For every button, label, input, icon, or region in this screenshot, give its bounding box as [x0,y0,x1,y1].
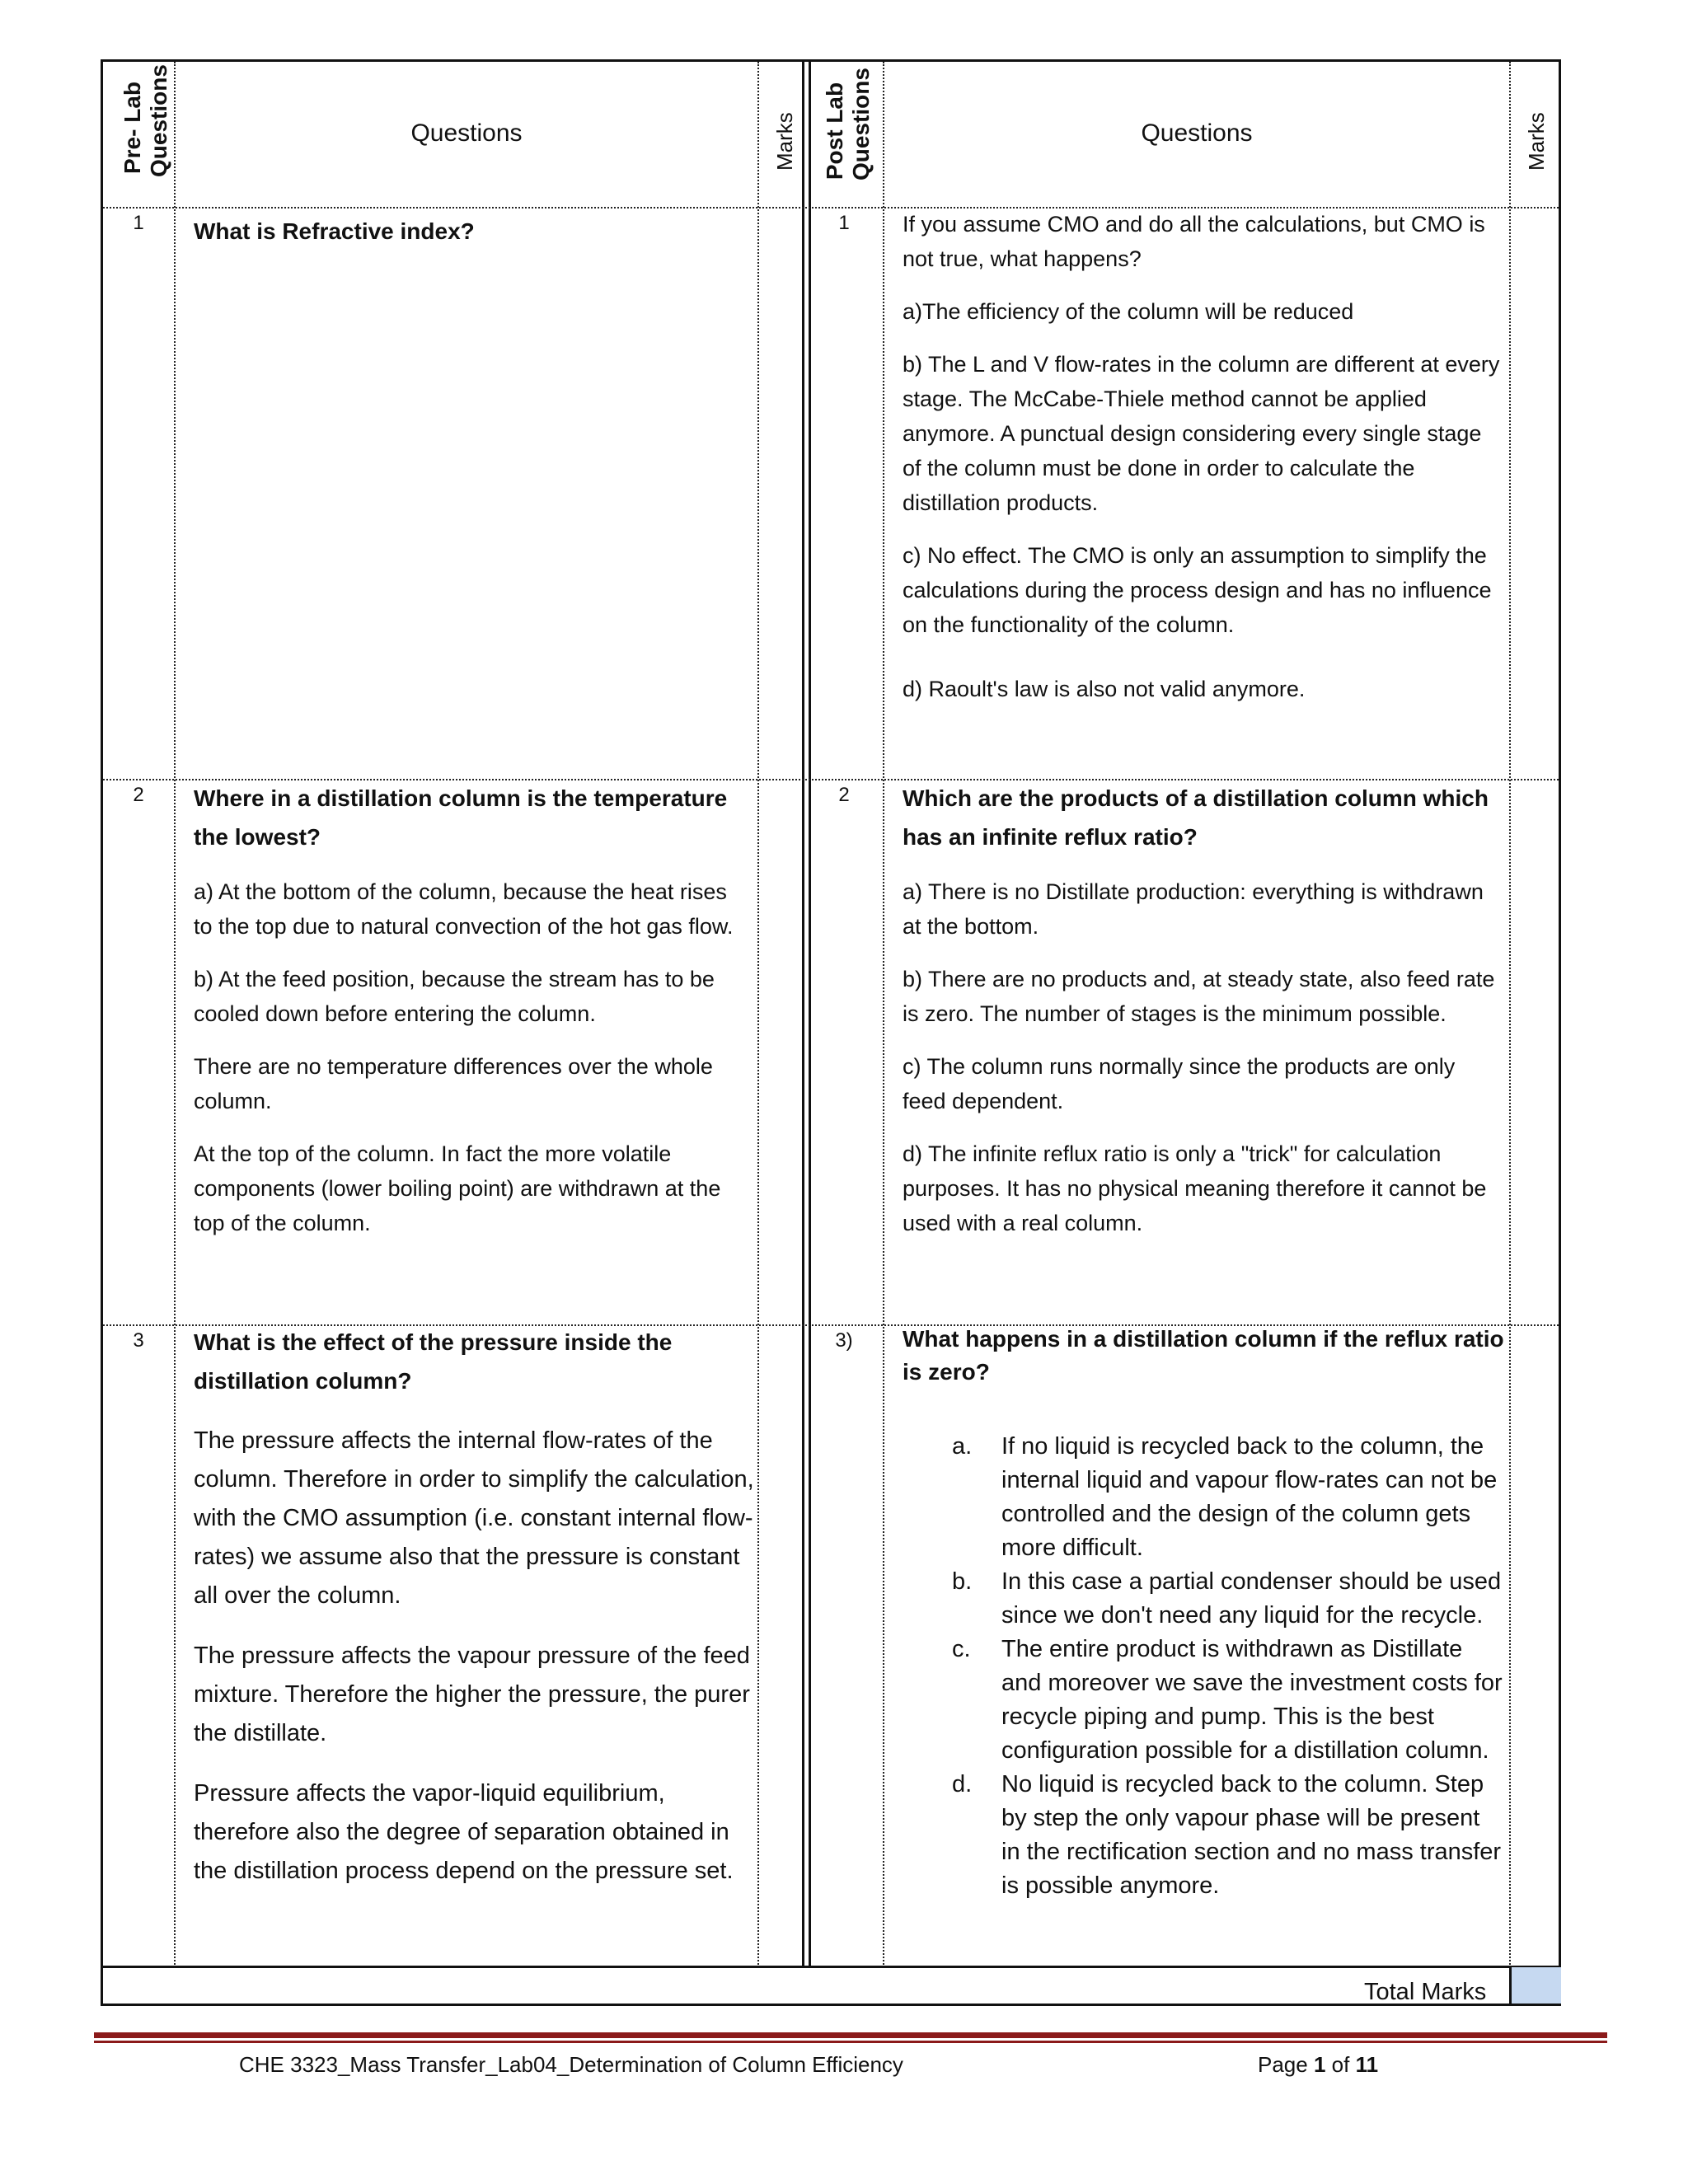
footer-rule [94,2041,1607,2043]
post-question-number: 1 [838,212,850,234]
post-question-number: 2 [838,784,850,806]
pre-question-1: What is Refractive index? [194,218,475,244]
pre-question-2: Where in a distillation column is the temperature the lowest? a) At the bottom of the column, because the heat rises to the top due to natural convection of the hot gas flow. b) At the feed position, because the stream has to be cooled down before entering the column. There are no temperature differences over the whole column. At the top of the column. In fact the more volatile components (lower boiling point) are withdrawn at the top of the column. [194,785,734,1235]
list-item: d. No liquid is recycled back to the column. Step by step the only vapour phase will be present in the rectification section and no mass transfer is possible anymore. [952,1771,1502,1899]
footer-course-title: CHE 3323_Mass Transfer_Lab04_Determination of Column Efficiency [239,2052,903,2077]
list-item: b. In this case a partial condenser should be used since we don't need any liquid for the recycle. [952,1568,1502,1629]
reflux-zero-options [903,1430,1504,1903]
marks-header-left: Marks [772,112,797,171]
post-lab-header: Post Lab Questions [822,68,874,180]
question-table [101,59,1561,2006]
pre-question-number: 2 [133,784,144,806]
list-item: a. If no liquid is recycled back to the column, the internal liquid and vapour flow-rates can not be controlled and the design of the column gets more difficult. [952,1433,1498,1561]
pre-question-number: 3 [133,1329,144,1352]
list-item: c. The entire product is withdrawn as Distillate and moreover we save the investment costs for recycle piping and pump. This is the best configuration possible for a distillation column. [952,1636,1503,1764]
marks-header-right: Marks [1524,112,1549,171]
pre-question-number: 1 [133,212,144,234]
questions-header-left: Questions [410,120,523,147]
post-question-2: Which are the products of a distillation column which has an infinite reflux ratio? a) There is no Distillate production: everything is withdrawn at the bottom. b) There are no products and, at steady state, also feed rate is zero. The number of stages is the minimum possible. c) The column runs normally since the products are only feed dependent. d) The infinite reflux ratio is only a "trick" for calculation purposes. It has no physical meaning therefore it cannot be used with a real column. [903,785,1495,1235]
footer-rule [94,2032,1607,2038]
questions-header-right: Questions [1141,120,1253,147]
post-question-1: If you assume CMO and do all the calculations, but CMO is not true, what happens? a)The efficiency of the column will be reduced b) The L and V flow-rates in the column are different at every stage. The McCabe-Thiele method cannot be applied anymore. A punctual design considering every single stage of the column must be done in order to calculate the distillation products. c) No effect. The CMO is only an assumption to simplify the calculations during the process design and has no influence on the functionality of the column. d) Raoult's law is also not valid anymore. [903,212,1500,701]
footer-page-number: Page 1 of 11 [1258,2052,1379,2077]
pre-lab-header: Pre- Lab Questions [120,64,171,177]
total-marks-label: Total Marks [1364,1979,1487,2005]
total-marks-box[interactable] [1509,1967,1561,2004]
post-question-3: What happens in a distillation column if the reflux ratio is zero? a. If no liquid is recycled back to the column, the internal liquid and vapour flow-rates can not be controlled and the design of the column gets more difficult. b. In this case a partial condenser should be used since we don't need any liquid for the recycle. c. The entire product is withdrawn as Distillate and moreover we save the investment costs for recycle piping and pump. This is the best configuration possible for a distillation column. d. No liquid is recycled back to the column. Step by step the only vapour phase will be present in the rectification section and no mass transfer is possible anymore. [903,1323,1504,1903]
post-question-number: 3) [835,1329,853,1352]
pre-question-3: What is the effect of the pressure inside the distillation column? The pressure affects the internal flow-rates of the column. Therefore in order to simplify the calculation, with the CMO assumption (i.e. constant internal flow-rates) we assume also that the pressure is constant all over the column. The pressure affects the vapour pressure of the feed mixture. Therefore the higher the pressure, the purer the distillate. Pressure affects the vapor-liquid equilibrium, therefore also the degree of separation obtained in the distillation process depend on the pressure set. [194,1329,754,1884]
